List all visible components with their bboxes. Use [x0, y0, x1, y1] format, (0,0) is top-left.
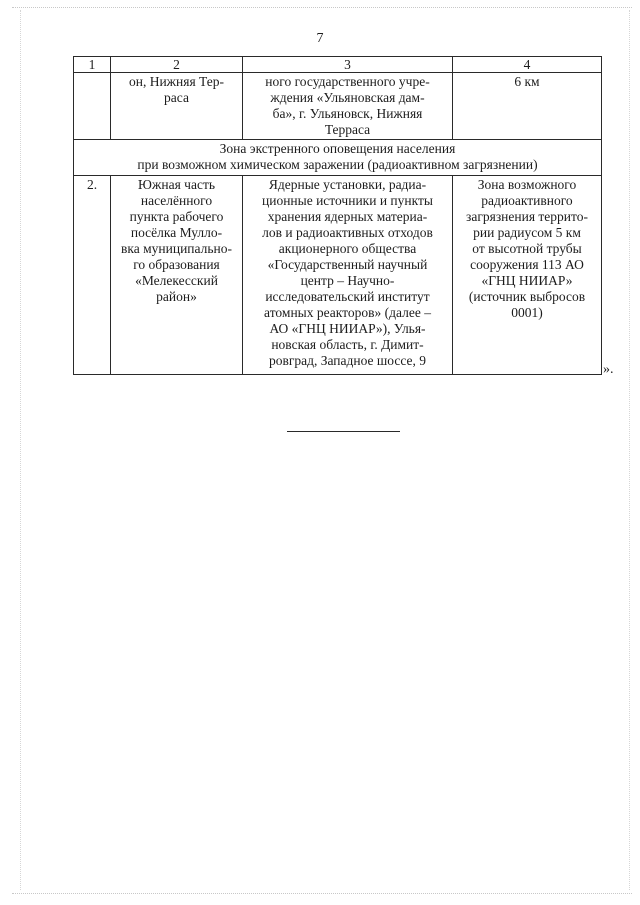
closing-quote: ». [603, 362, 614, 377]
scan-edge-left [20, 10, 21, 890]
row2-zone-cell: Зона возможного радиоактивного загрязнения террито- рии радиусом 5 км от высотной трубы сооружения 113 АО «ГНЦ НИИАР» (источник выбросов 0001) [453, 176, 602, 375]
row1-zone-cell: 6 км [453, 73, 602, 140]
row1-number-cell [74, 73, 111, 140]
zone-heading: Зона экстренного оповещения населения при возможном химическом заражении (радиоактивном загрязнении) [74, 140, 602, 176]
scan-edge-bottom [12, 893, 632, 894]
header-cell-3: 3 [243, 57, 453, 73]
zone-heading-row [74, 140, 602, 176]
row2-number-cell: 2. [74, 176, 111, 375]
row1-source-cell: ного государственного учре- ждения «Ульяновская дам- ба», г. Ульяновск, Нижняя Терраса [243, 73, 453, 140]
scan-edge-top [12, 7, 632, 8]
table-header-row [74, 57, 602, 73]
zones-table [73, 56, 602, 375]
header-cell-1: 1 [74, 57, 111, 73]
row1-locality-cell: он, Нижняя Тер- раса [111, 73, 243, 140]
table-row [74, 73, 602, 140]
page-number: 7 [316, 31, 324, 46]
end-rule [287, 431, 400, 432]
scan-edge-right [629, 10, 630, 890]
row2-source-cell: Ядерные установки, радиа- ционные источники и пункты хранения ядерных материа- лов и радиоактивных отходов акционерного общества «Государственный научный центр – Научно- исследовательский институт атомных реакторов» (далее – АО «ГНЦ НИИАР»), Улья- новская область, г. Димит- ровград, Западное шоссе, 9 [243, 176, 453, 375]
table-row [74, 176, 602, 375]
row2-locality-cell: Южная часть населённого пункта рабочего посёлка Мулло- вка муниципально- го образования «Мелекесский район» [111, 176, 243, 375]
header-cell-4: 4 [453, 57, 602, 73]
header-cell-2: 2 [111, 57, 243, 73]
